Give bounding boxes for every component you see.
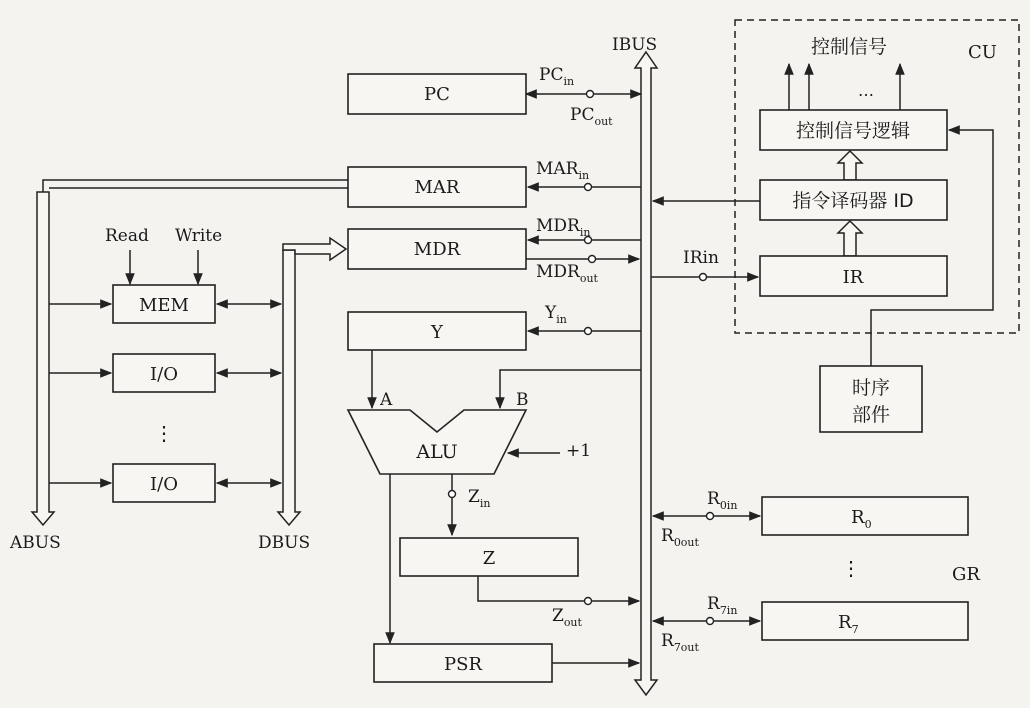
z-out-label: $Z_{out}$ bbox=[552, 606, 582, 629]
r0-register-label: $R_0$ bbox=[851, 507, 872, 531]
y-in-label: $Y_{in}$ bbox=[545, 303, 567, 326]
mdr-out-label: $MDR_{out}$ bbox=[536, 262, 598, 285]
mdr-in-label: $MDR_{in}$ bbox=[536, 216, 591, 239]
control-signals-label: 控制信号 bbox=[811, 36, 888, 58]
ir-in-label: IRin bbox=[683, 248, 719, 268]
y-in-gate bbox=[585, 328, 592, 335]
dbus-label: DBUS bbox=[258, 533, 311, 553]
control-logic-label: 控制信号逻辑 bbox=[795, 120, 911, 142]
mar-register-label: MAR bbox=[414, 177, 460, 198]
pc-in-label: $PC_{in}$ bbox=[539, 65, 575, 88]
abus-bus bbox=[32, 192, 54, 525]
control-signal-dots: … bbox=[858, 81, 874, 100]
dbus-bus bbox=[278, 250, 300, 525]
gr-label: GR bbox=[952, 564, 980, 585]
abus-label: ABUS bbox=[10, 533, 61, 553]
psr-register-label: PSR bbox=[444, 654, 482, 675]
r0-in-gate bbox=[707, 513, 714, 520]
ibus-bus bbox=[635, 52, 657, 695]
alu-label: ALU bbox=[416, 441, 458, 463]
cu-label: CU bbox=[968, 42, 997, 63]
r0-out-label: $R_{0out}$ bbox=[661, 526, 699, 549]
gr-dots: ⋮ bbox=[841, 556, 861, 580]
r0-in-label: $R_{0in}$ bbox=[707, 489, 738, 512]
z-out-gate bbox=[585, 598, 592, 605]
timing-unit-label-1: 时序 bbox=[851, 377, 891, 399]
r7-in-label: $R_{7in}$ bbox=[707, 594, 738, 617]
plus-one-label: +1 bbox=[566, 441, 592, 461]
y-register-label: Y bbox=[431, 322, 443, 343]
pc-in-gate bbox=[587, 91, 594, 98]
z-in-label: $Z_{in}$ bbox=[468, 487, 491, 510]
mar-in-label: $MAR_{in}$ bbox=[536, 159, 590, 182]
mem-label: MEM bbox=[138, 295, 190, 316]
r7-register bbox=[762, 602, 968, 640]
alu-input-a-label: A bbox=[380, 390, 393, 410]
mdr-register-label: MDR bbox=[413, 239, 461, 260]
ir-register-label: IR bbox=[842, 267, 864, 288]
instruction-decoder-label: 指令译码器 ID bbox=[792, 190, 914, 212]
ir-in-gate bbox=[700, 274, 707, 281]
mdr-out-gate bbox=[589, 256, 596, 263]
ir-to-decoder-arrow bbox=[838, 221, 862, 256]
read-label: Read bbox=[105, 226, 149, 246]
io-label-1: I/O bbox=[150, 364, 178, 385]
z-in-gate bbox=[449, 491, 456, 498]
r7-out-label: $R_{7out}$ bbox=[661, 631, 699, 654]
pc-out-label: $PC_{out}$ bbox=[570, 105, 613, 128]
io-dots: ⋮ bbox=[154, 421, 174, 445]
io-label-2: I/O bbox=[150, 474, 178, 495]
pc-register-label: PC bbox=[424, 84, 450, 105]
r7-in-gate bbox=[707, 618, 714, 625]
ibus-label: IBUS bbox=[612, 35, 658, 55]
z-register-label: Z bbox=[482, 548, 496, 569]
mar-in-gate bbox=[585, 184, 592, 191]
decoder-to-logic-arrow bbox=[838, 151, 862, 180]
timing-unit-label-2: 部件 bbox=[851, 404, 891, 426]
alu-input-b-label: B bbox=[516, 390, 529, 410]
write-label: Write bbox=[175, 226, 223, 246]
r7-register-label: $R_7$ bbox=[838, 612, 859, 636]
